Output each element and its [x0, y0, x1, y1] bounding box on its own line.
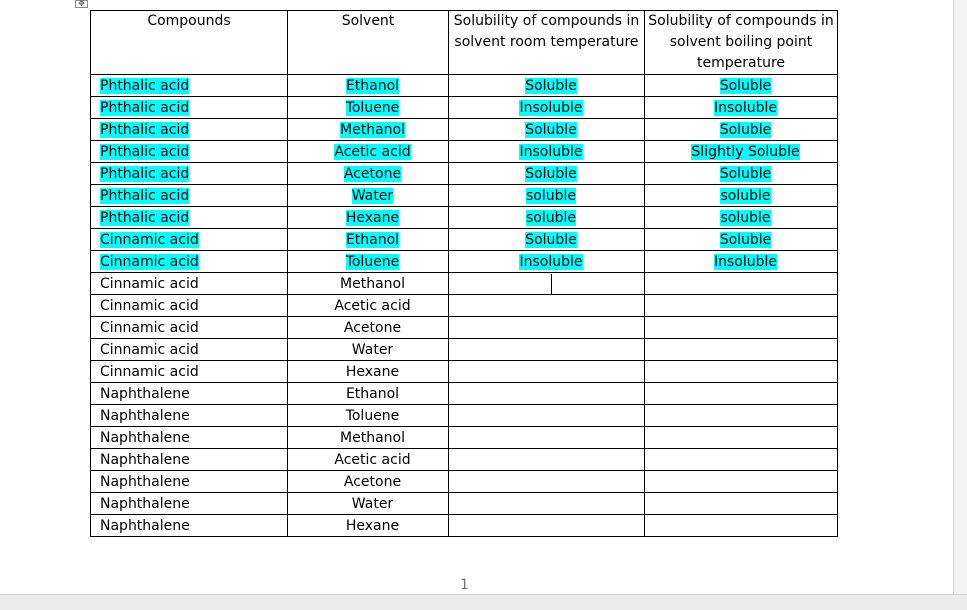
- cell-solvent[interactable]: [288, 317, 449, 339]
- cell-text: Acetic acid: [334, 297, 411, 314]
- table-row: [91, 273, 838, 295]
- header-solubility-room-temp[interactable]: Solubility of compounds in solvent room temperature: [449, 11, 645, 75]
- table-row: [91, 185, 838, 207]
- cell-boiling-temp[interactable]: [645, 75, 838, 97]
- table-row: [91, 383, 838, 405]
- cell-solvent[interactable]: [288, 229, 449, 251]
- cell-solvent[interactable]: [288, 361, 449, 383]
- cell-text: Cinnamic acid: [100, 363, 199, 380]
- cell-text: Ethanol: [345, 385, 400, 402]
- cell-room-temp[interactable]: [449, 295, 645, 317]
- table-row: [91, 317, 838, 339]
- cell-solvent[interactable]: [288, 273, 449, 295]
- table-row: [91, 251, 838, 273]
- cell-text: Cinnamic acid: [100, 275, 199, 292]
- cell-room-temp[interactable]: [449, 493, 645, 515]
- cell-compound[interactable]: [91, 75, 288, 97]
- cell-solvent[interactable]: [288, 295, 449, 317]
- cell-boiling-temp[interactable]: [645, 493, 838, 515]
- cell-text: Naphthalene: [100, 451, 190, 468]
- header-solubility-boiling-temp[interactable]: Solubility of compounds in solvent boiling point temperature: [645, 11, 838, 75]
- cell-room-temp[interactable]: [449, 185, 645, 207]
- cell-boiling-temp[interactable]: [645, 405, 838, 427]
- cell-solvent[interactable]: [288, 449, 449, 471]
- cell-text: Naphthalene: [100, 407, 190, 424]
- cell-solvent[interactable]: [288, 383, 449, 405]
- cell-compound[interactable]: [91, 515, 288, 537]
- cell-boiling-temp[interactable]: [645, 141, 838, 163]
- cell-solvent[interactable]: [288, 251, 449, 273]
- cell-boiling-temp[interactable]: [645, 515, 838, 537]
- cell-compound[interactable]: [91, 97, 288, 119]
- cell-compound[interactable]: [91, 471, 288, 493]
- cell-room-temp[interactable]: [449, 515, 645, 537]
- cell-text: Soluble: [719, 231, 772, 248]
- cell-solvent[interactable]: [288, 163, 449, 185]
- cell-compound[interactable]: [91, 405, 288, 427]
- cell-text: Methanol: [340, 275, 405, 292]
- cell-compound[interactable]: [91, 383, 288, 405]
- cell-boiling-temp[interactable]: [645, 383, 838, 405]
- cell-room-temp[interactable]: [449, 339, 645, 361]
- cell-solvent[interactable]: [288, 471, 449, 493]
- table-row: [91, 361, 838, 383]
- cell-text: Acetone: [343, 319, 402, 336]
- table-row: [91, 141, 838, 163]
- cell-text: Phthalic acid: [100, 99, 190, 116]
- cell-solvent[interactable]: [288, 141, 449, 163]
- table-row: [91, 229, 838, 251]
- cell-room-temp[interactable]: [449, 471, 645, 493]
- cell-text: Soluble: [719, 77, 772, 94]
- cell-room-temp[interactable]: [449, 141, 645, 163]
- cell-text: Phthalic acid: [100, 209, 190, 226]
- cell-text: Phthalic acid: [100, 121, 190, 138]
- vertical-scrollbar[interactable]: [953, 0, 967, 594]
- cell-text: Acetone: [343, 165, 402, 182]
- cell-text: Phthalic acid: [100, 165, 190, 182]
- cell-boiling-temp[interactable]: [645, 427, 838, 449]
- table-row: [91, 339, 838, 361]
- cell-text: Water: [351, 341, 394, 358]
- cell-text: Naphthalene: [100, 495, 190, 512]
- cell-compound[interactable]: [91, 207, 288, 229]
- cell-compound[interactable]: [91, 141, 288, 163]
- cell-text: Cinnamic acid: [100, 297, 199, 314]
- cell-compound[interactable]: [91, 251, 288, 273]
- cell-compound[interactable]: [91, 449, 288, 471]
- cell-solvent[interactable]: [288, 119, 449, 141]
- cell-text: Insoluble: [519, 253, 583, 270]
- cell-boiling-temp[interactable]: [645, 251, 838, 273]
- table-row: [91, 75, 838, 97]
- cell-solvent[interactable]: [288, 97, 449, 119]
- cell-text: soluble: [720, 187, 771, 204]
- cell-room-temp[interactable]: [449, 405, 645, 427]
- cell-text: Toluene: [345, 407, 400, 424]
- cell-text: Toluene: [345, 253, 400, 270]
- cell-room-temp[interactable]: [449, 251, 645, 273]
- table-row: [91, 405, 838, 427]
- cell-solvent[interactable]: [288, 405, 449, 427]
- cell-room-temp[interactable]: [449, 97, 645, 119]
- cell-compound[interactable]: [91, 427, 288, 449]
- cell-compound[interactable]: [91, 185, 288, 207]
- cell-boiling-temp[interactable]: [645, 229, 838, 251]
- cell-solvent[interactable]: [288, 185, 449, 207]
- cell-compound[interactable]: [91, 295, 288, 317]
- cell-text: Slightly Soluble: [691, 143, 800, 160]
- cell-text: soluble: [720, 209, 771, 226]
- cell-room-temp[interactable]: [449, 119, 645, 141]
- page-number: 1: [460, 577, 469, 593]
- cell-solvent[interactable]: [288, 515, 449, 537]
- cell-compound[interactable]: [91, 273, 288, 295]
- cell-boiling-temp[interactable]: [645, 163, 838, 185]
- cell-solvent[interactable]: [288, 427, 449, 449]
- table-row: [91, 515, 838, 537]
- cell-solvent[interactable]: [288, 207, 449, 229]
- cell-text: Soluble: [525, 231, 577, 248]
- cell-text: Methanol: [340, 429, 405, 446]
- table-row: [91, 295, 838, 317]
- cell-solvent[interactable]: [288, 75, 449, 97]
- cell-boiling-temp[interactable]: [645, 361, 838, 383]
- cell-text: Hexane: [345, 517, 400, 534]
- cell-room-temp[interactable]: [449, 317, 645, 339]
- cell-text: Cinnamic acid: [100, 319, 199, 336]
- cell-text: Naphthalene: [100, 429, 190, 446]
- table-row: [91, 119, 838, 141]
- cell-compound[interactable]: [91, 163, 288, 185]
- table-header-row: [91, 11, 838, 75]
- cell-text: Insoluble: [713, 253, 777, 270]
- cell-compound[interactable]: [91, 119, 288, 141]
- cell-text: Insoluble: [519, 143, 583, 160]
- cell-text: Acetic acid: [334, 451, 411, 468]
- cell-text: Methanol: [340, 121, 405, 138]
- cell-boiling-temp[interactable]: [645, 119, 838, 141]
- cell-text: Soluble: [525, 121, 577, 138]
- cell-room-temp[interactable]: [449, 229, 645, 251]
- cell-text: Insoluble: [519, 99, 583, 116]
- status-bar: [0, 594, 967, 610]
- cell-text: Cinnamic acid: [100, 253, 199, 270]
- cell-solvent[interactable]: [288, 339, 449, 361]
- cell-room-temp[interactable]: [449, 361, 645, 383]
- solubility-table: [90, 10, 838, 537]
- cell-text: Naphthalene: [100, 517, 190, 534]
- table-row: [91, 471, 838, 493]
- cell-text: Acetic acid: [334, 143, 411, 160]
- cell-boiling-temp[interactable]: [645, 185, 838, 207]
- cell-text: Naphthalene: [100, 473, 190, 490]
- table-row: [91, 449, 838, 471]
- cell-text: Soluble: [719, 121, 772, 138]
- cell-text: Hexane: [345, 209, 400, 226]
- cell-text: Cinnamic acid: [100, 341, 199, 358]
- cell-room-temp[interactable]: [449, 75, 645, 97]
- cell-compound[interactable]: [91, 317, 288, 339]
- table-row: [91, 427, 838, 449]
- cell-text: Soluble: [719, 165, 772, 182]
- text-cursor: [551, 274, 552, 294]
- cell-text: Ethanol: [345, 231, 400, 248]
- cell-text: soluble: [525, 209, 576, 226]
- cell-room-temp[interactable]: [449, 207, 645, 229]
- cell-compound[interactable]: [91, 339, 288, 361]
- cell-boiling-temp[interactable]: [645, 207, 838, 229]
- cell-text: Hexane: [345, 363, 400, 380]
- cell-text: Water: [351, 495, 394, 512]
- header-solvent[interactable]: Solvent: [288, 11, 449, 75]
- table-row: [91, 163, 838, 185]
- cell-text: Ethanol: [345, 77, 400, 94]
- cell-room-temp[interactable]: [449, 449, 645, 471]
- cell-boiling-temp[interactable]: [645, 471, 838, 493]
- cell-text: Acetone: [343, 473, 402, 490]
- cell-text: Insoluble: [713, 99, 777, 116]
- cell-compound[interactable]: [91, 229, 288, 251]
- cell-text: Phthalic acid: [100, 77, 190, 94]
- cell-solvent[interactable]: [288, 493, 449, 515]
- cell-text: Phthalic acid: [100, 143, 190, 160]
- cell-text: Soluble: [525, 77, 577, 94]
- table-row: [91, 207, 838, 229]
- cell-boiling-temp[interactable]: [645, 97, 838, 119]
- cell-room-temp[interactable]: [449, 273, 645, 295]
- cell-boiling-temp[interactable]: [645, 449, 838, 471]
- cell-text: Phthalic acid: [100, 187, 190, 204]
- cell-text: Water: [351, 187, 394, 204]
- cell-boiling-temp[interactable]: [645, 295, 838, 317]
- cell-text: Cinnamic acid: [100, 231, 199, 248]
- cell-text: Toluene: [345, 99, 400, 116]
- cell-text: soluble: [525, 187, 576, 204]
- header-compounds[interactable]: Compounds: [91, 11, 288, 75]
- cell-room-temp[interactable]: [449, 383, 645, 405]
- table-row: [91, 493, 838, 515]
- cell-boiling-temp[interactable]: [645, 317, 838, 339]
- cell-boiling-temp[interactable]: [645, 273, 838, 295]
- table-move-handle-icon[interactable]: ✥: [75, 0, 88, 8]
- cell-compound[interactable]: [91, 493, 288, 515]
- cell-boiling-temp[interactable]: [645, 339, 838, 361]
- table-row: [91, 97, 838, 119]
- cell-room-temp[interactable]: [449, 427, 645, 449]
- cell-text: Soluble: [525, 165, 577, 182]
- cell-compound[interactable]: [91, 361, 288, 383]
- cell-room-temp[interactable]: [449, 163, 645, 185]
- cell-text: Naphthalene: [100, 385, 190, 402]
